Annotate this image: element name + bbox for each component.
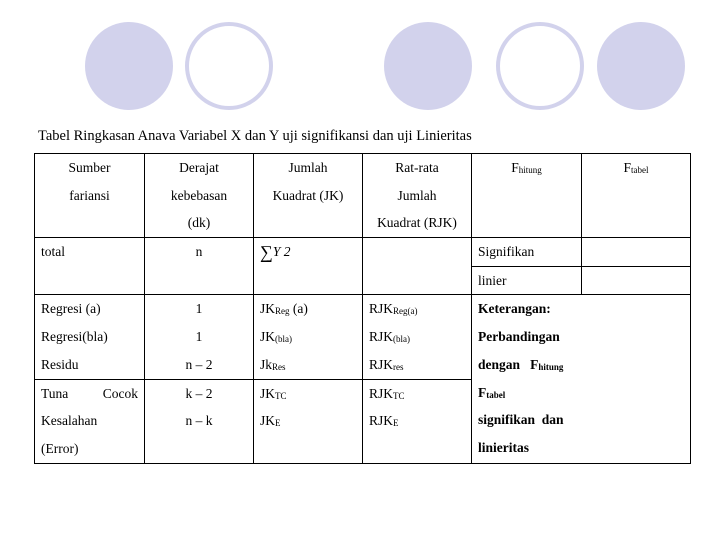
circle-filled-3 xyxy=(597,22,685,110)
regresi-sumber: Regresi (a) Regresi(bla) Residu xyxy=(35,295,145,379)
keterangan-note: Keterangan: Perbandingan dengan $F_{hitung}$ $F_{tabel}$ signifikan dan linieritas xyxy=(472,295,691,463)
total-linier: linier xyxy=(472,266,582,295)
tuna-jk: $JK_{TC}$ $JK_E$ xyxy=(254,379,363,463)
regresi-dk: 1 1 n – 2 xyxy=(145,295,254,379)
header-row xyxy=(35,154,691,238)
regresi-row xyxy=(35,295,691,379)
header-ratarata: Rat-rata Jumlah Kuadrat (RJK) xyxy=(363,154,472,238)
circle-ring-2 xyxy=(496,22,584,110)
header-jumlah: Jumlah Kuadrat (JK) xyxy=(254,154,363,238)
header-ftabel: $F_{tabel}$ xyxy=(582,154,691,238)
table-title: Tabel Ringkasan Anava Variabel X dan Y uji signifikansi dan uji Linieritas xyxy=(38,128,472,144)
total-linier-ftabel xyxy=(582,266,691,295)
total-rjk xyxy=(363,238,472,295)
total-sumber: total xyxy=(35,238,145,295)
tuna-sumber: Tuna Cocok Kesalahan (Error) xyxy=(35,379,145,463)
total-signifikan: Signifikan xyxy=(472,238,582,267)
tuna-dk: k – 2 n – k xyxy=(145,379,254,463)
total-signifikan-ftabel xyxy=(582,238,691,267)
header-fhitung: $F_{hitung}$ xyxy=(472,154,582,238)
regresi-jk: $JK_{Reg}$ (a) $JK_{(bla)}$ $Jk_{Res}$ xyxy=(254,295,363,379)
circle-filled-1 xyxy=(85,22,173,110)
circle-ring-1 xyxy=(185,22,273,110)
circle-filled-2 xyxy=(384,22,472,110)
header-derajat: Derajat kebebasan (dk) xyxy=(145,154,254,238)
total-row xyxy=(35,238,691,267)
tuna-rjk: $RJK_{TC}$ $RJK_E$ xyxy=(363,379,472,463)
regresi-rjk: $RJK_{Reg(a)}$ $RJK_{(bla)}$ $RJK_{res}$ xyxy=(363,295,472,379)
total-dk: n xyxy=(145,238,254,295)
anava-table xyxy=(34,153,691,464)
total-jk: ∑Y 2 xyxy=(254,238,363,295)
decorative-circles xyxy=(0,0,720,120)
header-sumber: Sumber fariansi xyxy=(35,154,145,238)
